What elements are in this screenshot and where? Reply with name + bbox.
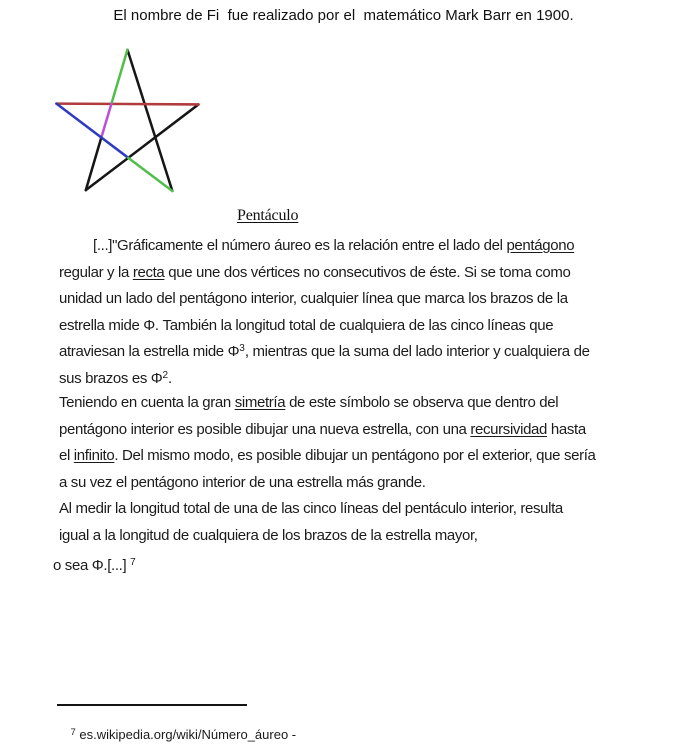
underlined-term: simetría bbox=[234, 394, 286, 411]
star-segment-chord-horizontal-red bbox=[56, 104, 198, 105]
text-run: unidad un lado del pentágono interior, cualquier línea que marca los brazos de la bbox=[59, 290, 568, 307]
text-run: pentágono interior es posible dibujar una nueva estrella, con una bbox=[59, 420, 471, 438]
paragraph bbox=[59, 390, 596, 496]
superscript: 3 bbox=[239, 343, 245, 354]
text-run: [...]"Gráficamente el número áureo es la relación entre el lado del bbox=[93, 237, 507, 254]
text-line bbox=[59, 417, 596, 444]
document-title: El nombre de Fi fue realizado por el matemático Mark Barr en 1900. bbox=[113, 7, 574, 24]
text-run: igual a la longitud de cualquiera de los brazos de la estrella mayor, bbox=[59, 526, 478, 544]
text-run: atraviesan la estrella mide Φ bbox=[59, 343, 240, 360]
text-line bbox=[59, 470, 596, 497]
footnote-marker: 7 bbox=[70, 727, 76, 738]
footnote-separator bbox=[57, 704, 247, 706]
text-run: hasta bbox=[547, 420, 586, 438]
figure-caption: Pentáculo bbox=[237, 207, 299, 224]
text-line bbox=[59, 523, 563, 550]
star-segment-arm-right-to-bottomleft bbox=[86, 104, 199, 190]
text-run: . bbox=[168, 369, 172, 387]
text-run: de este símbolo se observa que dentro del bbox=[285, 394, 559, 411]
text-run: regular y la bbox=[59, 263, 133, 281]
text-run: a su vez el pentágono interior de una estrella más grande. bbox=[59, 473, 426, 491]
text-line bbox=[59, 313, 590, 340]
underlined-term: pentágono bbox=[506, 237, 575, 254]
paragraph bbox=[59, 496, 563, 549]
text-run: que une dos vértices no consecutivos de éste. Si se toma como bbox=[164, 263, 571, 281]
text-run: , mientras que la suma del lado interior y cualquiera de bbox=[244, 343, 590, 360]
star-segment-arm-lower-left-black bbox=[86, 138, 102, 191]
star-segment-segment-upper-green bbox=[111, 50, 127, 104]
text-line bbox=[59, 260, 590, 287]
paragraph bbox=[53, 553, 136, 580]
text-run: Al medir la longitud total de una de las cinco líneas del pentáculo interior, resulta bbox=[59, 500, 563, 517]
pentagram-figure bbox=[45, 40, 245, 235]
star-segment-segment-lower-green bbox=[128, 158, 172, 191]
paragraph bbox=[59, 233, 590, 392]
text-line bbox=[53, 553, 136, 580]
star-segment-segment-blue bbox=[56, 104, 128, 158]
text-line bbox=[59, 496, 563, 523]
text-run: o sea Φ.[...] bbox=[53, 557, 131, 574]
underlined-term: recta bbox=[132, 263, 165, 281]
superscript: 7 bbox=[130, 557, 136, 568]
star-segment-arm-top-to-bottomright bbox=[127, 50, 172, 191]
underlined-term: recursividad bbox=[470, 420, 548, 438]
text-run: Teniendo en cuenta la gran bbox=[59, 394, 235, 411]
text-line bbox=[59, 233, 590, 260]
text-run: estrella mide Φ. También la longitud total de cualquiera de las cinco líneas que bbox=[59, 316, 554, 334]
superscript: 2 bbox=[162, 369, 168, 381]
text-run: sus brazos es Φ bbox=[59, 369, 163, 387]
text-run: . Del mismo modo, es posible dibujar un pentágono por el exterior, que sería bbox=[114, 447, 596, 464]
text-line bbox=[59, 443, 596, 470]
text-line bbox=[59, 366, 590, 393]
text-run: el bbox=[59, 447, 74, 464]
text-line bbox=[59, 390, 596, 417]
footnote-text: es.wikipedia.org/wiki/Número_áureo - bbox=[75, 727, 297, 742]
star-segment-segment-magenta bbox=[101, 104, 111, 138]
text-line bbox=[59, 339, 590, 366]
footnote bbox=[56, 712, 296, 753]
underlined-term: infinito bbox=[73, 447, 115, 464]
text-line bbox=[59, 286, 590, 313]
